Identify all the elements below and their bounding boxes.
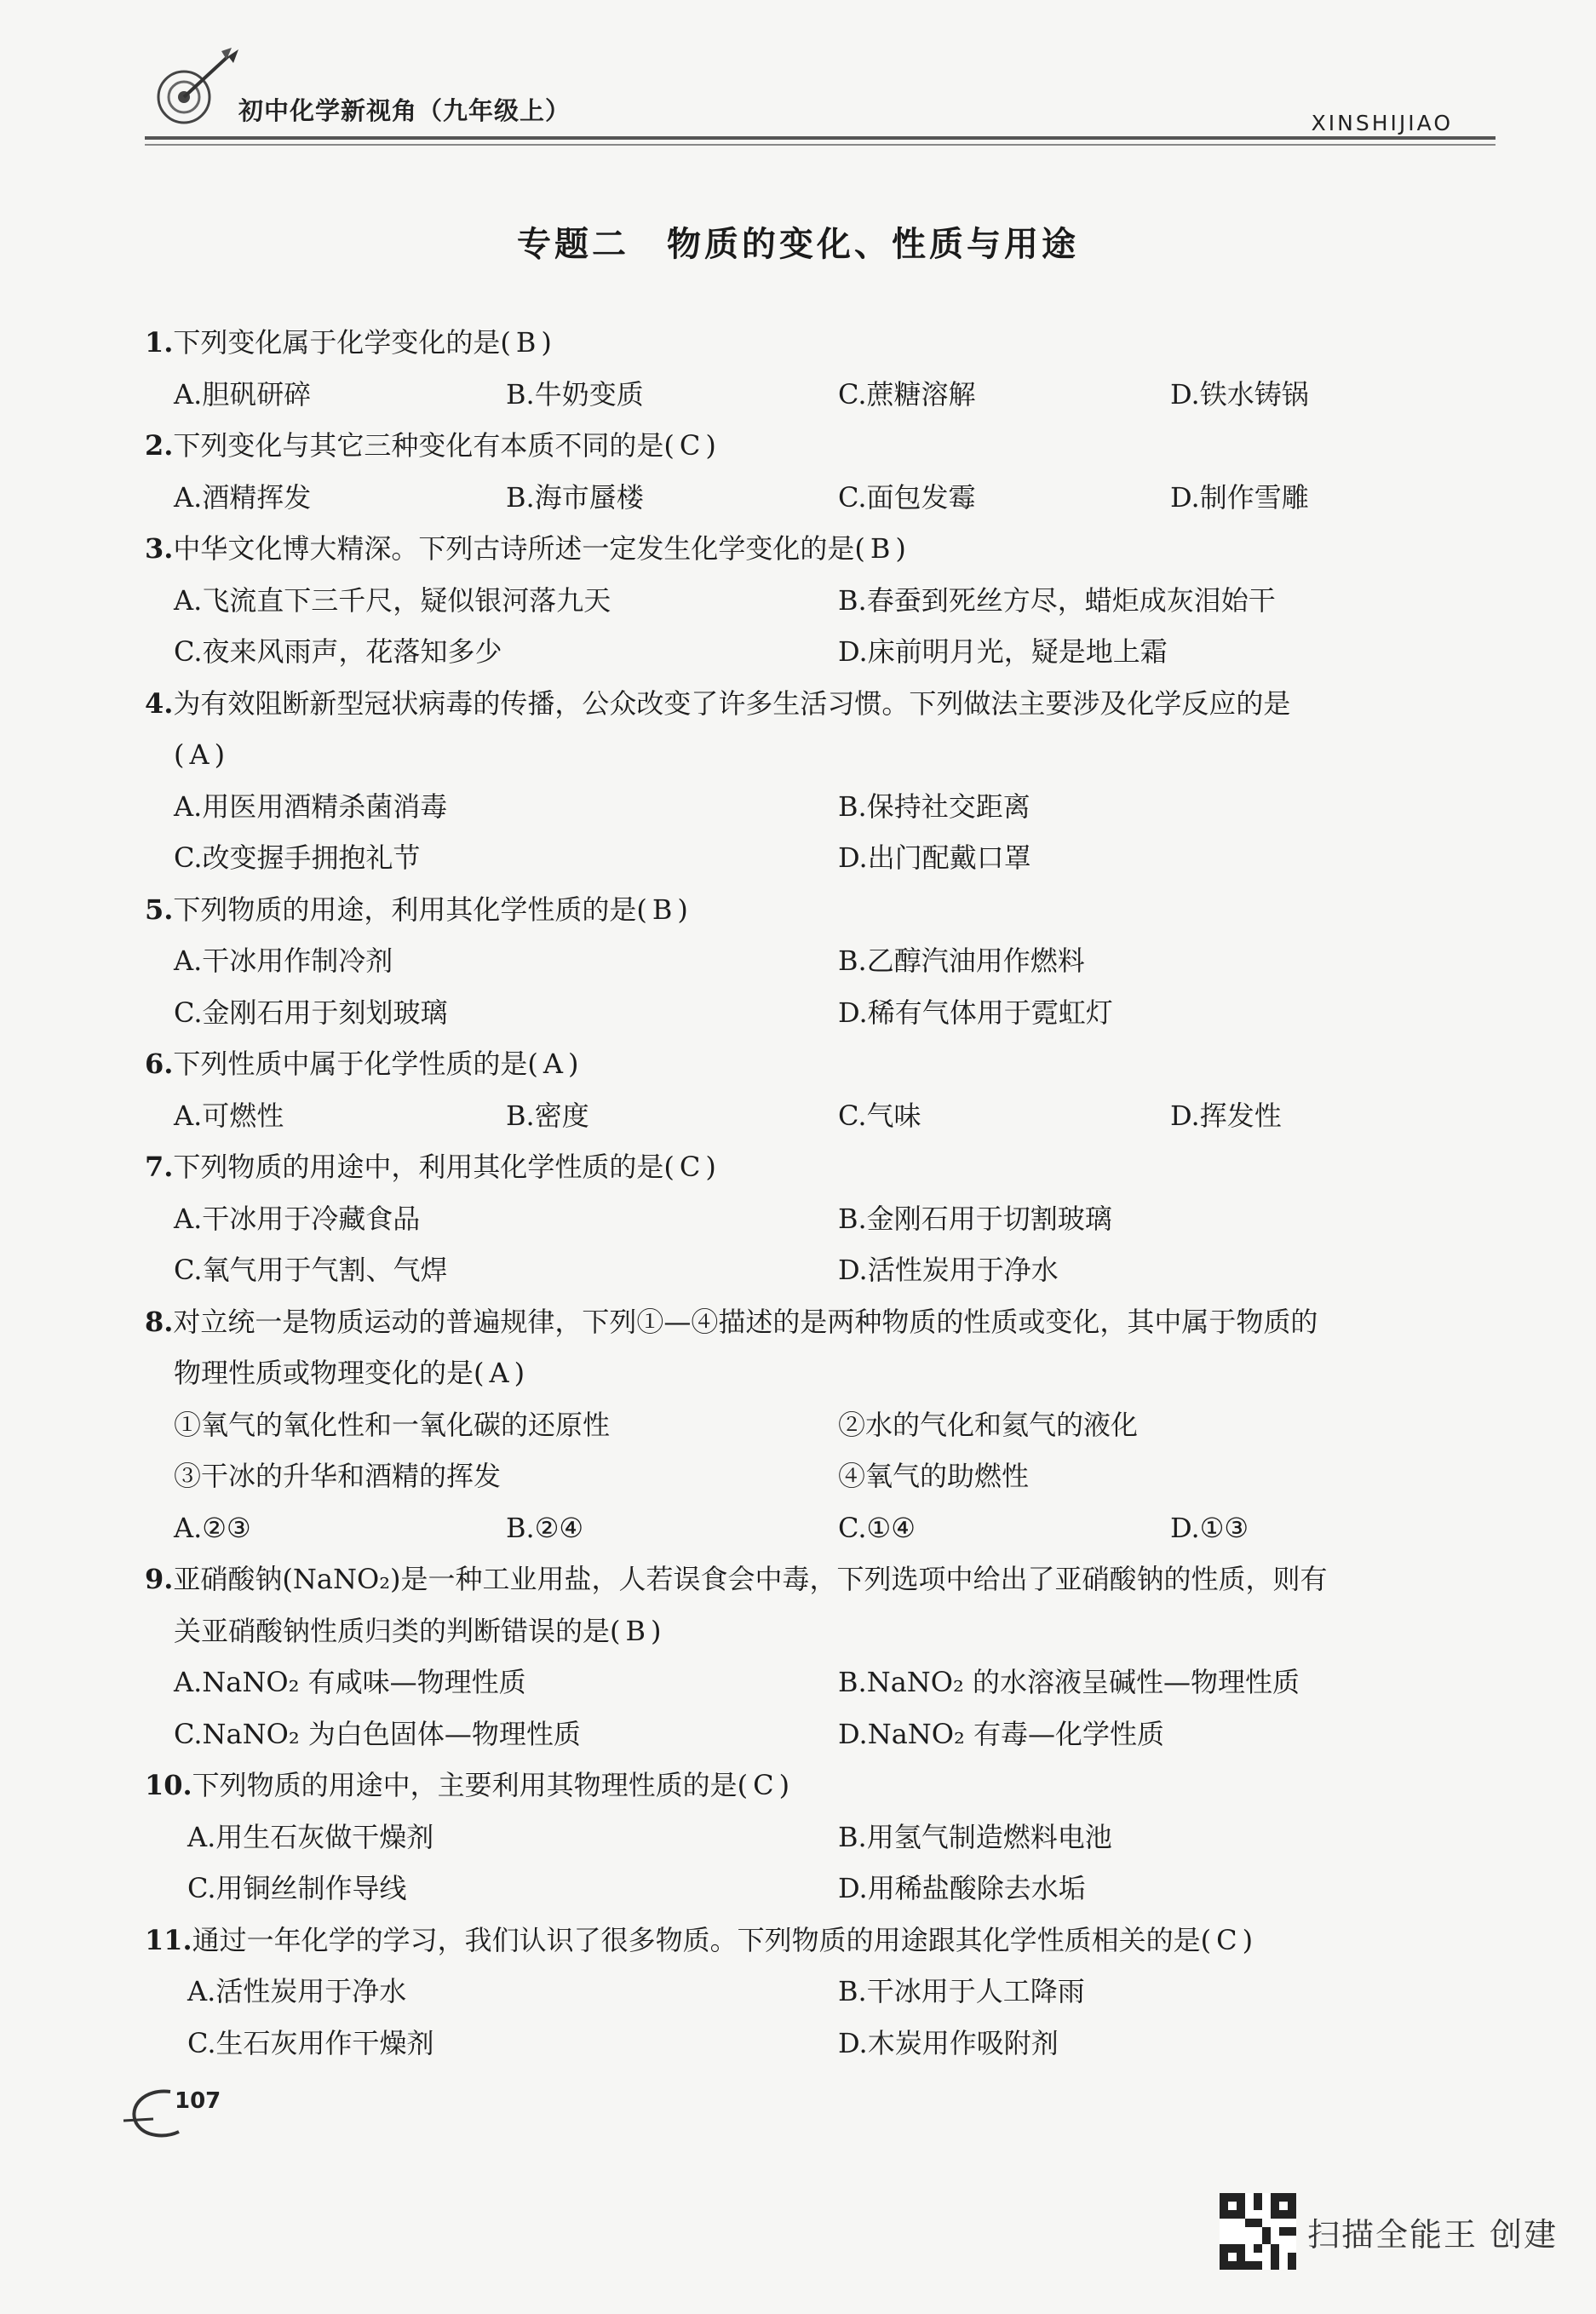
- option: C.气味: [838, 1099, 921, 1132]
- option: A.干冰用作制冷剂: [174, 945, 393, 977]
- option: C.生石灰用作干燥剂: [187, 2026, 434, 2059]
- option: A.用生石灰做干燥剂: [187, 1820, 434, 1853]
- option: A.②③: [174, 1511, 251, 1544]
- option: A.飞流直下三千尺，疑似银河落九天: [174, 583, 611, 617]
- option: A.用医用酒精杀菌消毒: [174, 790, 448, 823]
- option: D.NaNO₂ 有毒—化学性质: [838, 1717, 1165, 1750]
- option: D.木炭用作吸附剂: [838, 2026, 1059, 2059]
- question-7-options-row2: [145, 1244, 1499, 1296]
- answer-8: A: [489, 1357, 509, 1389]
- header-rule: [145, 136, 1496, 140]
- answer-9: B: [625, 1614, 646, 1647]
- question-7-options-row1: [145, 1193, 1499, 1245]
- option: D.铁水铸锅: [1170, 377, 1309, 411]
- question-2-options: [145, 472, 1499, 524]
- brand-label: XINSHIJIAO: [1311, 111, 1453, 135]
- question-9-stem-cont: 关亚硝酸钠性质归类的判断错误的是( B ): [174, 1614, 662, 1647]
- option: A.NaNO₂ 有咸味—物理性质: [174, 1666, 526, 1698]
- option: A.活性炭用于净水: [187, 1975, 407, 2007]
- question-9-options-row2: [145, 1708, 1499, 1760]
- question-8-statements-row2: [145, 1450, 1499, 1502]
- option: B.牛奶变质: [506, 377, 644, 411]
- question-1-options: [145, 369, 1499, 421]
- option: B.用氢气制造燃料电池: [838, 1820, 1112, 1853]
- option: D.出门配戴口罩: [838, 841, 1031, 874]
- option: C.面包发霉: [838, 480, 976, 514]
- option: A.干冰用于冷藏食品: [174, 1202, 421, 1235]
- header-rule-thin: [145, 144, 1496, 146]
- book-title: 初中化学新视角（九年级上）: [238, 96, 571, 125]
- option: D.挥发性: [1170, 1099, 1282, 1132]
- question-4-options-row1: [145, 781, 1499, 833]
- question-8-statements-row1: [145, 1399, 1499, 1451]
- option: D.床前明月光，疑是地上霜: [838, 635, 1168, 668]
- option: B.NaNO₂ 的水溶液呈碱性—物理性质: [838, 1666, 1300, 1698]
- target-logo-icon: [143, 44, 245, 138]
- question-9-stem: 9.亚硝酸钠(NaNO₂)是一种工业用盐，人若误食会中毒，下列选项中给出了亚硝酸钠的性质，则有: [145, 1563, 1328, 1595]
- question-8-options: [145, 1502, 1499, 1554]
- page-number: 107: [175, 2088, 221, 2114]
- option: D.用稀盐酸除去水垢: [838, 1872, 1086, 1904]
- answer-1: B: [515, 326, 537, 359]
- question-5-stem: 5.下列物质的用途，利用其化学性质的是( B ): [145, 893, 688, 926]
- question-list: [145, 317, 1499, 2069]
- question-6-options: [145, 1090, 1499, 1142]
- question-3-options-row1: [145, 575, 1499, 627]
- answer-4: A: [189, 738, 210, 771]
- option: B.春蚕到死丝方尽，蜡炬成灰泪始干: [838, 583, 1276, 617]
- question-3-stem: 3.中华文化博大精深。下列古诗所述一定发生化学变化的是( B ): [145, 532, 906, 565]
- option: B.保持社交距离: [838, 790, 1031, 823]
- option: D.活性炭用于净水: [838, 1254, 1059, 1286]
- option: D.稀有气体用于霓虹灯: [838, 996, 1113, 1029]
- option: C.用铜丝制作导线: [187, 1872, 407, 1904]
- question-5-options-row2: [145, 987, 1499, 1039]
- option: C.NaNO₂ 为白色固体—物理性质: [174, 1717, 581, 1750]
- option: A.可燃性: [174, 1099, 284, 1132]
- option: B.海市蜃楼: [506, 480, 644, 514]
- question-5-options-row1: [145, 935, 1499, 987]
- option: B.干冰用于人工降雨: [838, 1975, 1085, 2007]
- option: A.胆矾研碎: [174, 377, 312, 411]
- option: A.酒精挥发: [174, 480, 312, 514]
- scanner-watermark: 扫描全能王 创建: [1307, 2216, 1559, 2254]
- question-8-stem-cont: 物理性质或物理变化的是( A ): [174, 1357, 525, 1389]
- option: D.①③: [1170, 1511, 1249, 1544]
- option: C.氧气用于气割、气焊: [174, 1254, 448, 1286]
- question-10-stem: 10.下列物质的用途中，主要利用其物理性质的是( C ): [145, 1769, 790, 1801]
- option: B.乙醇汽油用作燃料: [838, 945, 1085, 977]
- option: D.制作雪雕: [1170, 480, 1309, 514]
- question-6-stem: 6.下列性质中属于化学性质的是( A ): [145, 1048, 579, 1080]
- answer-7: C: [679, 1151, 701, 1183]
- question-4-options-row2: [145, 832, 1499, 884]
- question-2-stem: 2.下列变化与其它三种变化有本质不同的是( C ): [145, 429, 716, 462]
- statement: ①氧气的氧化性和一氧化碳的还原性: [174, 1408, 611, 1441]
- question-11-stem: 11.通过一年化学的学习，我们认识了很多物质。下列物质的用途跟其化学性质相关的是( C ): [145, 1923, 1254, 1956]
- question-1-stem: 1.下列变化属于化学变化的是( B ): [145, 326, 552, 359]
- answer-3: B: [870, 532, 891, 565]
- topic-title: 专题二 物质的变化、性质与用途: [517, 225, 1079, 264]
- option: C.改变握手拥抱礼节: [174, 841, 421, 874]
- statement: ④氧气的助燃性: [838, 1460, 1030, 1492]
- question-11-options-row1: [145, 1966, 1499, 2018]
- option: B.金刚石用于切割玻璃: [838, 1202, 1112, 1235]
- answer-6: A: [543, 1048, 564, 1080]
- option: B.②④: [506, 1511, 584, 1544]
- question-9-options-row1: [145, 1657, 1499, 1708]
- question-8-stem: 8.对立统一是物质运动的普遍规律，下列①—④描述的是两种物质的性质或变化，其中属于物质的: [145, 1305, 1318, 1338]
- question-11-options-row2: [145, 2018, 1499, 2070]
- question-3-options-row2: [145, 626, 1499, 678]
- answer-11: C: [1216, 1923, 1237, 1956]
- question-7-stem: 7.下列物质的用途中，利用其化学性质的是( C ): [145, 1151, 716, 1183]
- statement: ③干冰的升华和酒精的挥发: [174, 1460, 502, 1492]
- answer-10: C: [753, 1769, 774, 1801]
- option: B.密度: [506, 1099, 589, 1132]
- qr-code-icon: [1220, 2193, 1296, 2270]
- answer-5: B: [652, 893, 673, 926]
- question-4-answer-line: ( A ): [174, 738, 226, 771]
- option: C.①④: [838, 1511, 916, 1544]
- option: C.蔗糖溶解: [838, 377, 976, 411]
- statement: ②水的气化和氦气的液化: [838, 1408, 1139, 1441]
- option: C.金刚石用于刻划玻璃: [174, 996, 448, 1029]
- question-10-options-row1: [145, 1812, 1499, 1863]
- question-4-stem: 4.为有效阻断新型冠状病毒的传播，公众改变了许多生活习惯。下列做法主要涉及化学反应的是: [145, 686, 1291, 720]
- question-10-options-row2: [145, 1863, 1499, 1915]
- option: C.夜来风雨声，花落知多少: [174, 635, 502, 668]
- answer-2: C: [679, 429, 701, 462]
